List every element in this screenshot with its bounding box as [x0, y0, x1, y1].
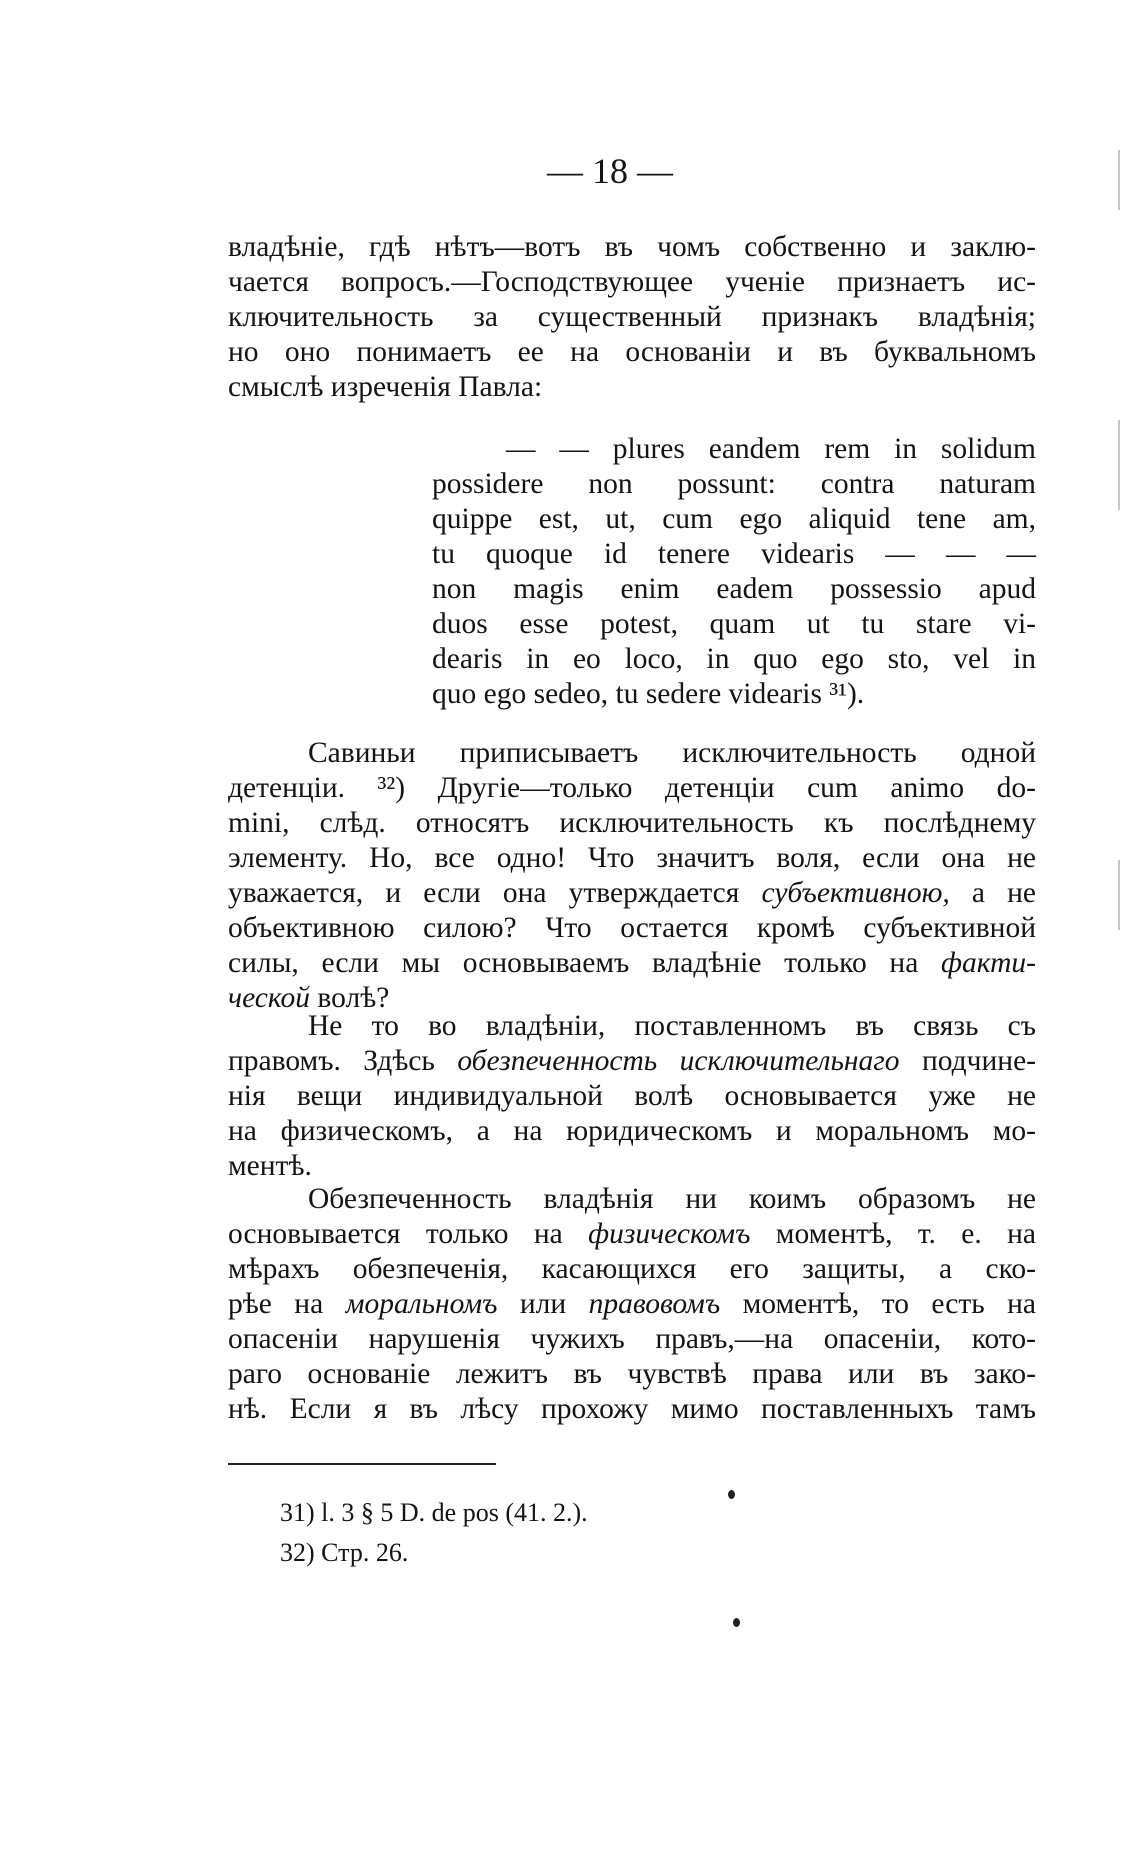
italic-term: моральномъ [345, 1288, 498, 1320]
italic-term: факти- [941, 947, 1036, 979]
text-line: нѣ. Если я въ лѣсу прохожу мимо поставленныхъ тамъ [228, 1393, 1036, 1425]
scan-edge-mark [1118, 420, 1120, 510]
footnote-divider [228, 1463, 496, 1465]
text-line: ключительность за существенный признакъ владѣнія; [228, 301, 1036, 333]
latin-quotation [432, 432, 1036, 712]
text-line [228, 946, 1036, 981]
quote-line: dearis in eo loco, in quo ego sto, vel in [432, 643, 1036, 675]
italic-term: ческой [228, 982, 311, 1014]
text-line: Не то во владѣніи, поставленномъ въ связь съ [308, 1010, 1036, 1042]
text-line: владѣніе, гдѣ нѣтъ—вотъ въ чомъ собственно и заклю- [228, 231, 1036, 263]
paragraph-3 [228, 1009, 1036, 1184]
text-segment: а не [949, 877, 1036, 909]
text-line: но оно понимаетъ ее на основаніи и въ буквальномъ [228, 336, 1036, 368]
text-segment: основывается только на [228, 1218, 589, 1250]
quote-line: possidere non possunt: contra naturam [432, 468, 1036, 500]
text-segment: силы, если мы основываемъ владѣніе только на [228, 947, 942, 979]
page-number: — 18 — [547, 151, 673, 191]
footnotes [280, 1493, 588, 1573]
quote-line: quippe est, ut, cum ego aliquid tene am, [432, 503, 1036, 535]
text-line: нія вещи индивидуальной волѣ основывается уже не [228, 1080, 1036, 1112]
text-segment: моментѣ, то есть на [720, 1288, 1037, 1320]
text-line: детенціи. ³²) Другіе—только детенціи cum animo do- [228, 772, 1036, 804]
quote-line: non magis enim eadem possessio apud [432, 573, 1036, 605]
text-line: Савиньи приписываетъ исключительность одной [308, 737, 1036, 769]
text-segment: уважается, и если она утверждается [228, 877, 762, 909]
italic-term: физическомъ [588, 1218, 751, 1250]
text-segment: моментѣ, т. е. на [750, 1218, 1036, 1250]
text-segment: рѣе на [228, 1288, 346, 1320]
text-line: элементу. Но, все одно! Что значитъ воля, если она не [228, 842, 1036, 874]
text-line: на физическомъ, а на юридическомъ и моральномъ мо- [228, 1115, 1036, 1147]
text-line: Обезпеченность владѣнія ни коимъ образомъ не [308, 1183, 1036, 1215]
text-line: объективною силою? Что остается кромѣ субъективной [228, 912, 1036, 944]
paragraph-4 [228, 1182, 1036, 1427]
text-line: раго основаніе лежитъ въ чувствѣ права или въ зако- [228, 1358, 1036, 1390]
italic-term: обезпеченность исключительнаго [457, 1045, 900, 1077]
text-line: смыслѣ изреченія Павла: [228, 371, 543, 403]
text-line: mini, слѣд. относятъ исключительность къ послѣднему [228, 807, 1036, 839]
scan-edge-mark [1118, 150, 1120, 210]
italic-term: субъективною, [761, 877, 950, 909]
text-segment: или [497, 1288, 589, 1320]
text-line [228, 876, 1036, 911]
quote-line: duos esse potest, quam ut tu stare vi- [432, 608, 1036, 640]
text-segment: подчине- [899, 1045, 1036, 1077]
text-line: мѣрахъ обезпеченія, касающихся его защиты, а ско- [228, 1253, 1036, 1285]
quote-line: — — plures eandem rem in solidum [506, 433, 1036, 465]
ink-speck [728, 1490, 735, 1499]
text-line: опасеніи нарушенія чужихъ правъ,—на опасеніи, кото- [228, 1323, 1036, 1355]
text-line: ментѣ. [228, 1150, 312, 1182]
text-line: чается вопросъ.—Господствующее ученіе признаетъ ис- [228, 266, 1036, 298]
scan-edge-mark [1118, 860, 1120, 930]
text-line [228, 1217, 1036, 1252]
quote-line: tu quoque id tenere videaris — — — [432, 538, 1036, 570]
paragraph-1 [228, 230, 1036, 405]
italic-term: правовомъ [588, 1288, 721, 1320]
paragraph-2 [228, 736, 1036, 1016]
text-segment: волѣ? [310, 982, 390, 1014]
ink-speck [733, 1618, 740, 1627]
footnote-31: 31) l. 3 § 5 D. de pos (41. 2.). [280, 1498, 588, 1527]
footnote-32: 32) Стр. 26. [280, 1538, 409, 1567]
text-segment: правомъ. Здѣсь [228, 1045, 458, 1077]
text-line [228, 1044, 1036, 1079]
quote-line: quo ego sedeo, tu sedere videaris ³¹). [432, 678, 865, 710]
text-line [228, 1287, 1036, 1322]
